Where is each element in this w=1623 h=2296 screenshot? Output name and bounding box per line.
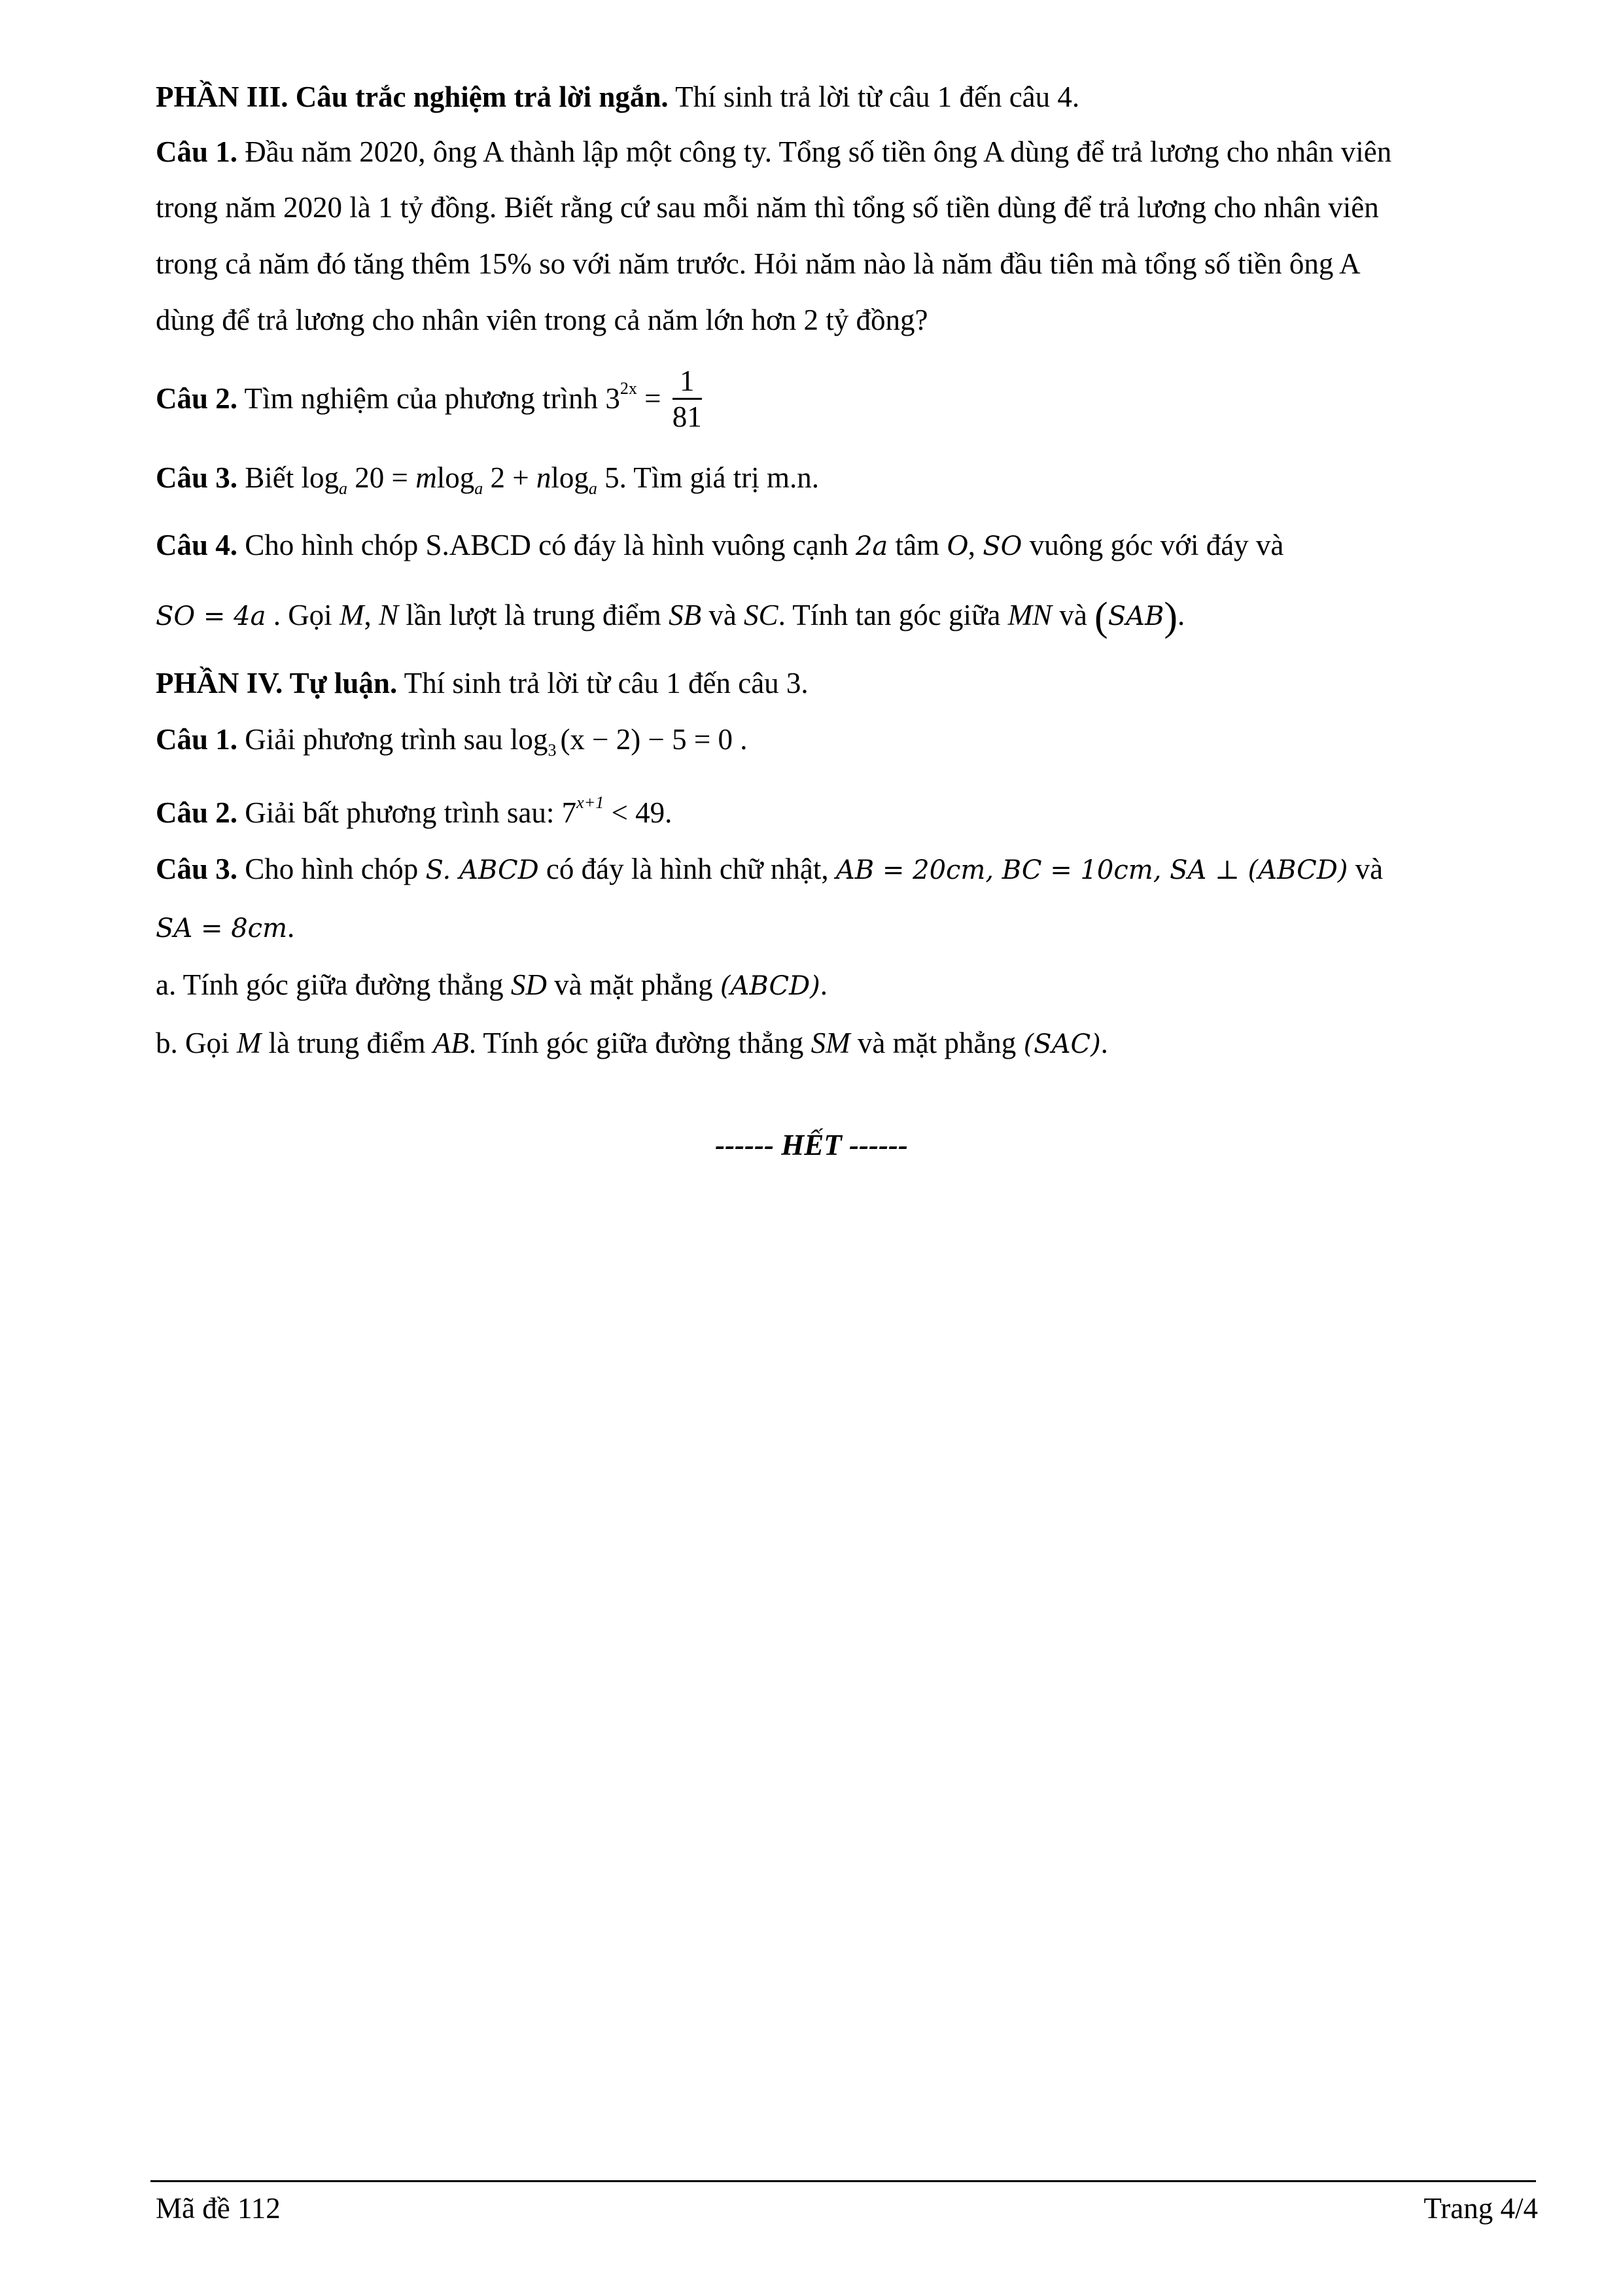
- e2-line: [156, 793, 672, 832]
- e3-a1: a. Tính góc giữa đường thẳng: [156, 968, 511, 1001]
- q3-post: Tìm giá trị m.n.: [626, 461, 820, 494]
- e2-exponent: x+1: [576, 793, 604, 812]
- e3-b1: b. Gọi: [156, 1027, 237, 1059]
- e1-line: [156, 720, 748, 759]
- e3-part-b: [156, 1023, 1108, 1064]
- q1-line3: [156, 244, 1361, 283]
- q4-SB: SB: [669, 599, 702, 631]
- q2-line: [156, 366, 702, 436]
- e1-end: .: [733, 723, 748, 756]
- e3-a2: và mặt phẳng: [546, 968, 720, 1001]
- e3-b-sm: SM: [811, 1027, 850, 1059]
- q4-t1: Cho hình chóp S.ABCD có đáy là hình vuông cạnh: [237, 529, 856, 561]
- q3-log1-base: a: [339, 479, 348, 498]
- e3-b-ab: AB: [432, 1027, 469, 1059]
- e3-a-plane: (ABCD): [720, 971, 820, 1001]
- q3-arg1: 20 =: [347, 461, 416, 494]
- e2-text: Giải bất phương trình sau:: [237, 796, 562, 829]
- q2-exponent: 2x: [620, 378, 637, 398]
- q4-M: M: [339, 599, 364, 631]
- q4-t11: .: [1178, 599, 1185, 631]
- q4-t2: tâm: [888, 529, 947, 561]
- q4-t6: ,: [364, 599, 379, 631]
- part3-instruction: Thí sinh trả lời từ câu 1 đến câu 4.: [668, 80, 1080, 113]
- q2-text: Tìm nghiệm của phương trình: [237, 381, 599, 415]
- e3-t4: .: [287, 911, 295, 944]
- q4-lparen: (: [1094, 595, 1108, 639]
- q2-equals: =: [637, 381, 661, 415]
- q4-line2: [156, 595, 1185, 637]
- q3-arg3: 5.: [597, 461, 627, 494]
- q4-t8: và: [701, 599, 744, 631]
- q4-SAB: SAB: [1108, 601, 1164, 631]
- page-number: Trang 4/4: [1423, 2192, 1538, 2225]
- e3-line1: [156, 849, 1383, 890]
- part4-heading: PHẦN IV. Tự luận.: [156, 667, 398, 699]
- q1-line4: [156, 300, 928, 340]
- q1-text4: dùng để trả lương cho nhân viên trong cả năm lớn hơn 2 tỷ đồng?: [156, 304, 928, 336]
- e3-line2: [156, 908, 294, 948]
- e1-text: Giải phương trình sau: [237, 723, 510, 756]
- e3-t3: và: [1348, 853, 1384, 885]
- q3-log3-base: a: [588, 479, 597, 498]
- q4-SO: SO: [983, 531, 1022, 561]
- q4-t7: lần lượt là trung điểm: [398, 599, 669, 631]
- part4-heading-line: [156, 663, 809, 703]
- q4-t10: và: [1052, 599, 1095, 631]
- q1-line2: [156, 188, 1379, 227]
- e3-t2: có đáy là hình chữ nhật,: [538, 853, 836, 885]
- e3-part-a: [156, 965, 828, 1006]
- e3-b4: và mặt phẳng: [850, 1027, 1024, 1059]
- e2-base: 7: [561, 796, 577, 829]
- q3-pre: Biết: [237, 461, 302, 494]
- q4-label: Câu 4.: [156, 529, 238, 561]
- e1-log-base: 3: [548, 741, 557, 760]
- e3-a3: .: [820, 968, 828, 1001]
- q3-log3: log: [551, 461, 589, 494]
- q4-t3: ,: [968, 529, 983, 561]
- q3-log2: log: [436, 461, 475, 494]
- part3-heading-line: [156, 77, 1079, 116]
- e3-pyramid: S. ABCD: [425, 855, 539, 885]
- q4-MN: MN: [1007, 599, 1053, 631]
- q2-numerator: 1: [672, 364, 702, 400]
- q4-t5: . Gọi: [266, 599, 340, 631]
- part3-heading: PHẦN III. Câu trắc nghiệm trả lời ngắn.: [156, 80, 669, 113]
- q3-m: m: [415, 461, 437, 494]
- e3-b-plane: (SAC): [1023, 1029, 1101, 1059]
- e2-label: Câu 2.: [156, 796, 238, 829]
- q4-t9: . Tính tan góc giữa: [778, 599, 1008, 631]
- e3-label: Câu 3.: [156, 853, 238, 885]
- q4-so-eq: SO = 4a: [156, 601, 266, 631]
- e2-rest: < 49.: [604, 796, 672, 829]
- q3-n: n: [536, 461, 551, 494]
- q1-label: Câu 1.: [156, 135, 238, 168]
- q2-denominator: 81: [672, 400, 702, 433]
- e3-b-m: M: [236, 1027, 262, 1059]
- exam-code: Mã đề 112: [156, 2192, 281, 2225]
- q3-label: Câu 3.: [156, 461, 238, 494]
- q1-text1: Đầu năm 2020, ông A thành lập một công ty. Tổng số tiền ông A dùng để trả lương cho nhân viên: [237, 135, 1392, 168]
- e1-label: Câu 1.: [156, 723, 238, 756]
- q2-fraction: [672, 364, 702, 434]
- q3-log1: log: [301, 461, 340, 494]
- q1-line1: [156, 132, 1391, 171]
- e3-a-sd: SD: [510, 968, 547, 1001]
- q4-t4: vuông góc với đáy và: [1022, 529, 1284, 561]
- q4-line1: [156, 525, 1283, 566]
- e3-b3: . Tính góc giữa đường thẳng: [468, 1027, 811, 1059]
- q2-label: Câu 2.: [156, 381, 238, 415]
- e1-log: log: [510, 723, 548, 756]
- e3-t1: Cho hình chóp: [237, 853, 426, 885]
- q3-log2-base: a: [474, 479, 483, 498]
- q3-arg2: 2 +: [483, 461, 536, 494]
- q1-text2: trong năm 2020 là 1 tỷ đồng. Biết rằng cứ sau mỗi năm thì tổng số tiền dùng để trả lương cho nhân viên: [156, 191, 1379, 224]
- e3-b2: là trung điểm: [261, 1027, 433, 1059]
- footer-divider: [150, 2180, 1536, 2182]
- q4-SC: SC: [744, 599, 778, 631]
- q4-O: O: [947, 529, 968, 561]
- q3-line: [156, 458, 819, 497]
- end-mark: ------ HẾT ------: [715, 1129, 908, 1161]
- q1-text3: trong cả năm đó tăng thêm 15% so với năm trước. Hỏi năm nào là năm đầu tiên mà tổng số tiền ông A: [156, 247, 1361, 280]
- part4-instruction: Thí sinh trả lời từ câu 1 đến câu 3.: [397, 667, 809, 699]
- q4-rparen: ): [1164, 595, 1178, 639]
- e1-expr: (x − 2) − 5 = 0: [560, 723, 733, 756]
- e3-b5: .: [1100, 1027, 1108, 1059]
- q2-equation: [605, 364, 702, 433]
- q4-N: N: [378, 599, 398, 631]
- q2-base: 3: [605, 381, 620, 415]
- q4-side: 2a: [855, 531, 888, 561]
- e3-sa: SA = 8cm: [156, 913, 288, 944]
- e3-conditions: AB = 20cm, BC = 10cm, SA ⊥ (ABCD): [835, 855, 1348, 885]
